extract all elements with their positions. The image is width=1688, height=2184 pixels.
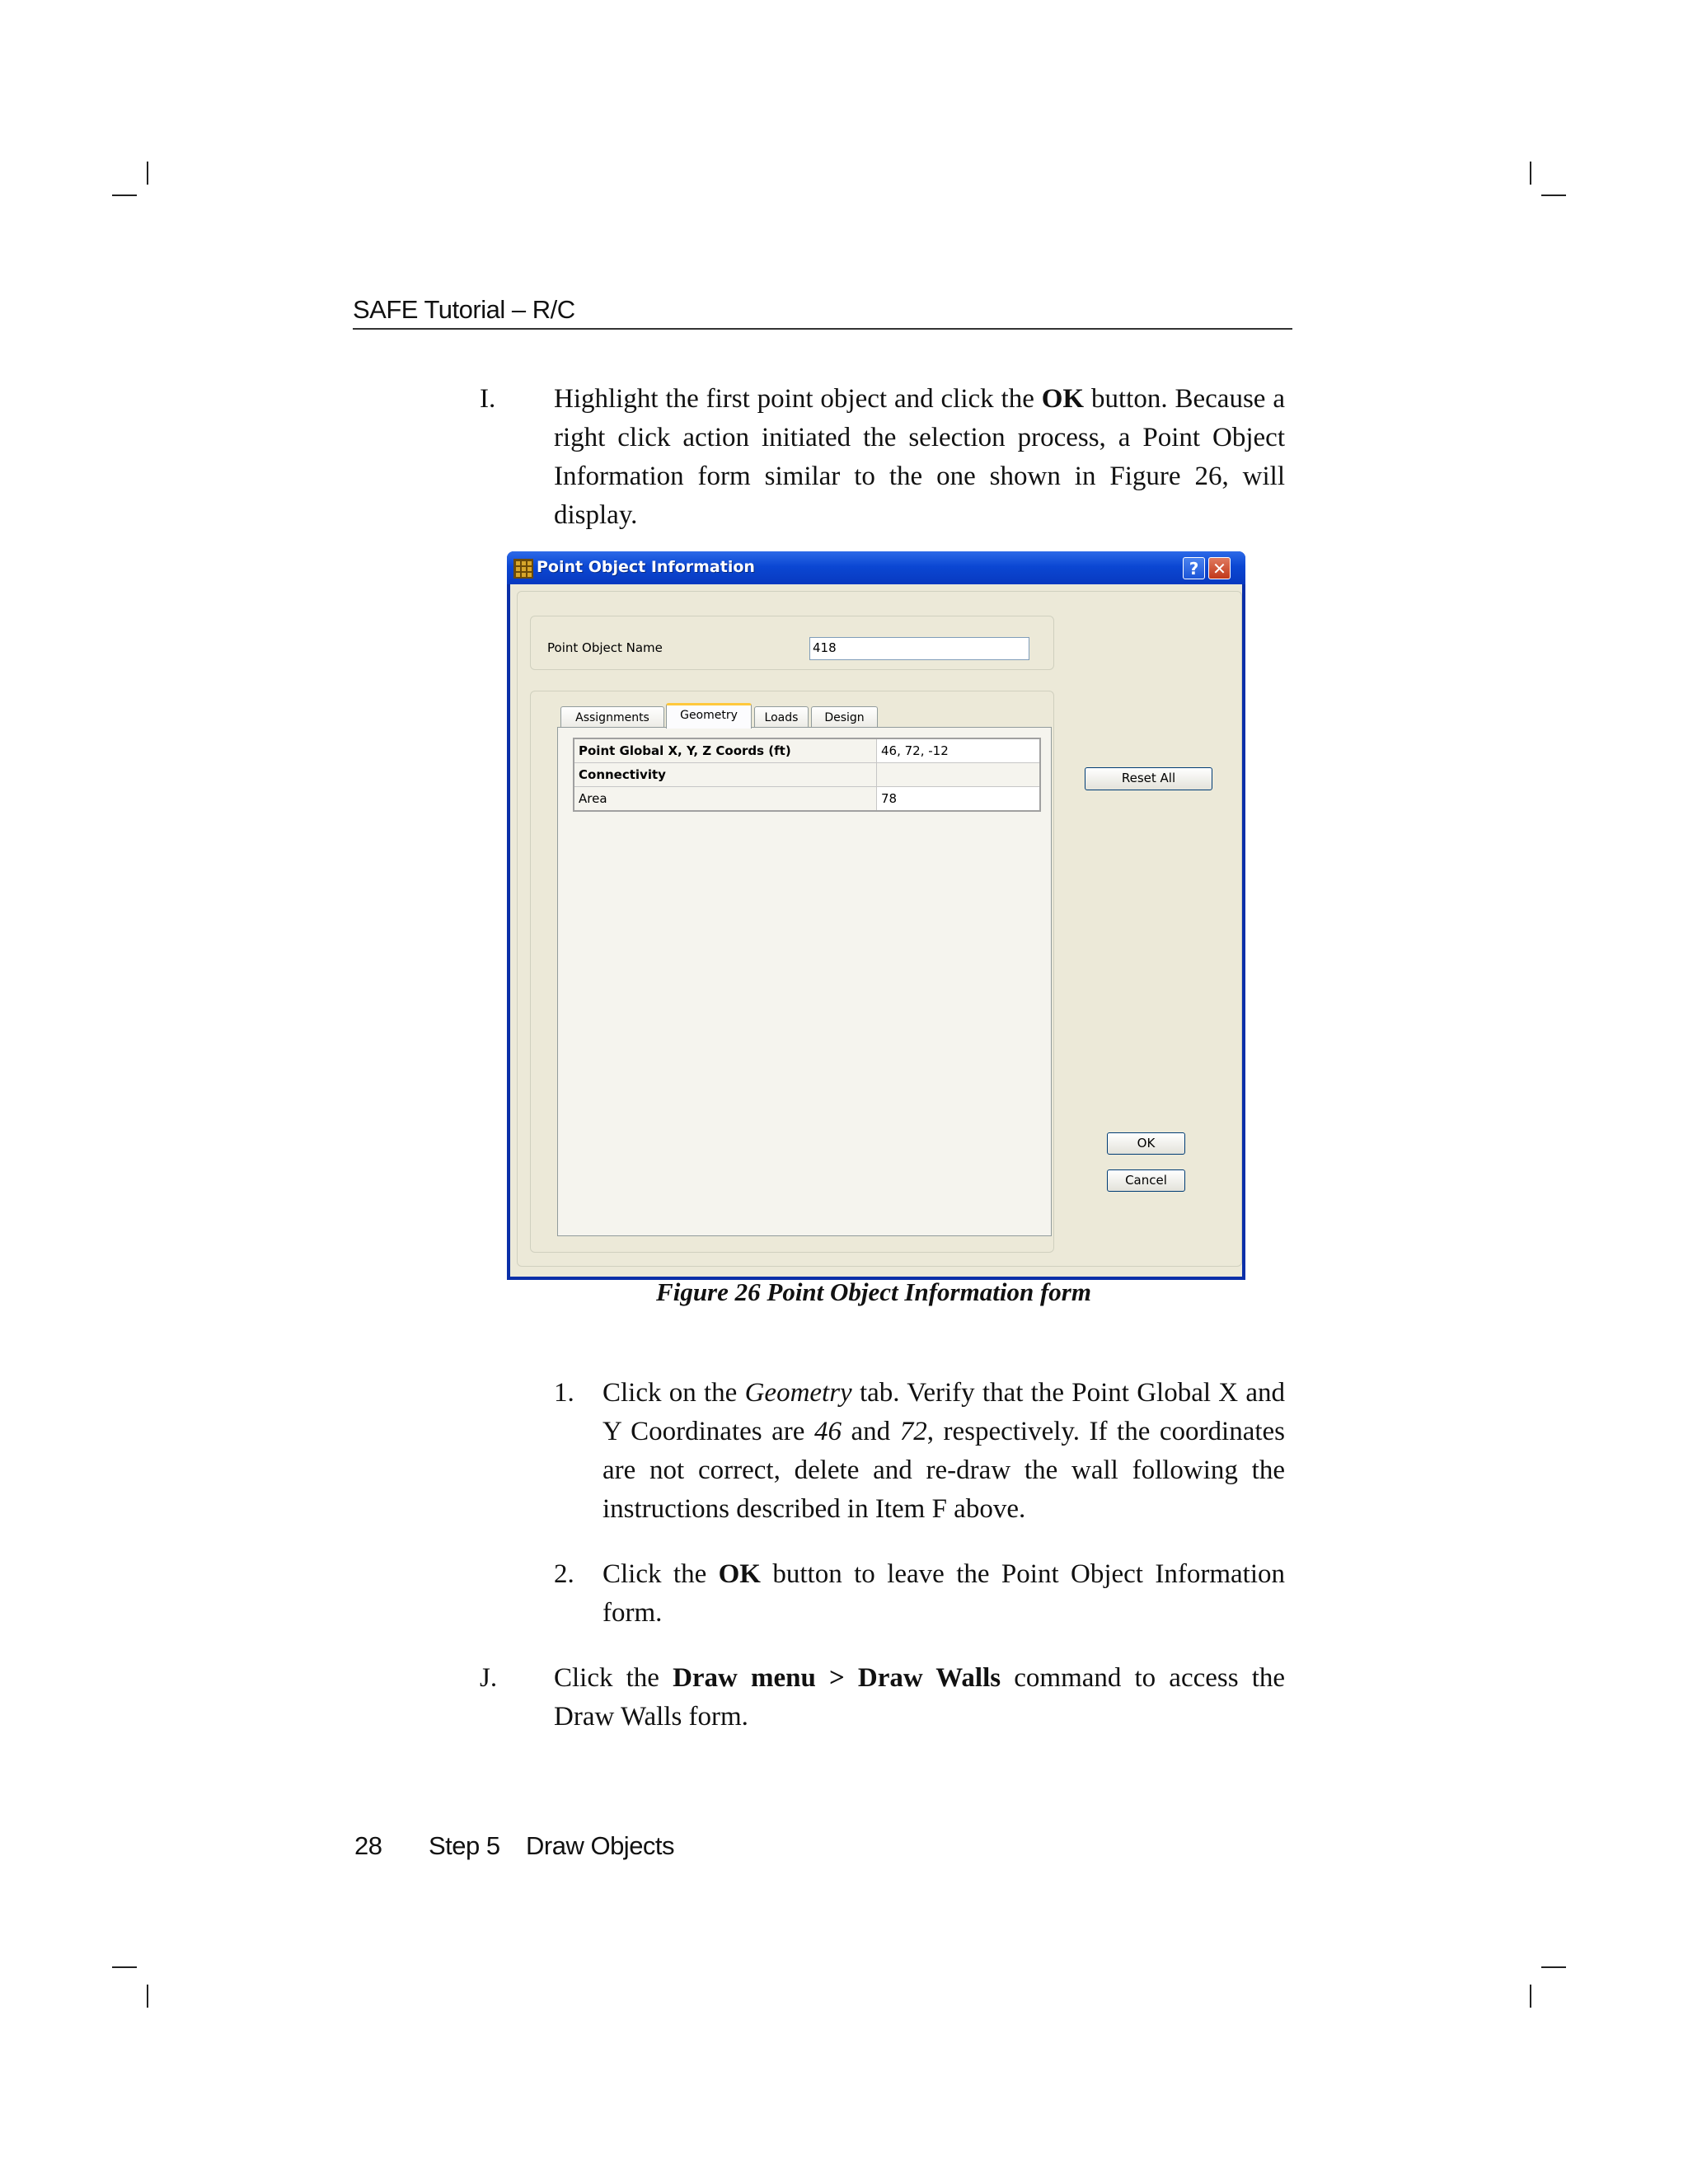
tab-loads[interactable]: Loads bbox=[754, 706, 809, 728]
ok-emphasis: OK bbox=[1041, 384, 1085, 414]
row-value bbox=[877, 763, 1041, 787]
table-row bbox=[574, 787, 1040, 812]
row-label: Point Global X, Y, Z Coords (ft) bbox=[574, 738, 877, 763]
crop-mark bbox=[147, 1985, 148, 2008]
ok-button[interactable]: OK bbox=[1107, 1132, 1185, 1155]
running-header: SAFE Tutorial – R/C bbox=[353, 295, 1292, 330]
table-row bbox=[574, 738, 1040, 763]
reset-all-button[interactable]: Reset All bbox=[1085, 767, 1212, 790]
crop-mark bbox=[112, 194, 137, 196]
point-object-name-label: Point Object Name bbox=[547, 640, 663, 655]
footer-step: Step 5 bbox=[429, 1831, 500, 1860]
substep-marker: 1. bbox=[554, 1378, 574, 1408]
grid-app-icon bbox=[513, 559, 533, 579]
help-button[interactable]: ? bbox=[1183, 557, 1205, 579]
dialog-client bbox=[510, 584, 1242, 1277]
dialog-titlebar[interactable] bbox=[507, 551, 1245, 584]
row-value[interactable]: 46, 72, -12 bbox=[877, 738, 1041, 763]
row-value[interactable]: 78 bbox=[877, 787, 1041, 812]
row-label: Connectivity bbox=[574, 763, 877, 787]
substep-1-text: Click on the Geometry tab. Verify that the Point Global X and Y Coordinates are 46 and 72, respectively. If the coordinates are not correct, delete and re-draw the wall following the instructions described in Item F above. bbox=[603, 1378, 1285, 1524]
table-row bbox=[574, 763, 1040, 787]
geometry-grid bbox=[573, 738, 1041, 812]
page-number: 28 bbox=[354, 1831, 382, 1860]
step-j-text: Click the Draw menu > Draw Walls command to access the Draw Walls form. bbox=[554, 1663, 1286, 1732]
substep-marker: 2. bbox=[554, 1559, 574, 1589]
step-i-text: Highlight the first point object and click the OK button. Because a right click action initiated the selection process, a Point Object Information form similar to the one shown in Figure 26, will display. bbox=[554, 384, 1285, 530]
tab-design[interactable]: Design bbox=[811, 706, 878, 728]
geometry-tab-panel bbox=[557, 727, 1052, 1236]
crop-mark bbox=[1541, 194, 1566, 196]
tab-geometry[interactable]: Geometry bbox=[666, 703, 752, 729]
crop-mark bbox=[1530, 1985, 1531, 2008]
point-object-information-dialog bbox=[507, 551, 1245, 1280]
step-marker: J. bbox=[480, 1663, 498, 1693]
crop-mark bbox=[1541, 1966, 1566, 1968]
footer-section: Draw Objects bbox=[526, 1831, 675, 1860]
close-button[interactable]: ✕ bbox=[1208, 557, 1231, 579]
substep-2-text: Click the OK button to leave the Point Object Information form. bbox=[603, 1559, 1286, 1628]
crop-mark bbox=[147, 162, 148, 185]
step-marker: I. bbox=[480, 384, 496, 414]
point-object-name-field[interactable]: 418 bbox=[809, 637, 1029, 660]
crop-mark bbox=[1530, 162, 1531, 185]
cancel-button[interactable]: Cancel bbox=[1107, 1169, 1185, 1192]
row-label: Area bbox=[574, 787, 877, 812]
dialog-title: Point Object Information bbox=[537, 558, 755, 576]
figure-caption: Figure 26 Point Object Information form bbox=[656, 1277, 1091, 1306]
tab-assignments[interactable]: Assignments bbox=[560, 706, 664, 728]
crop-mark bbox=[112, 1966, 137, 1968]
